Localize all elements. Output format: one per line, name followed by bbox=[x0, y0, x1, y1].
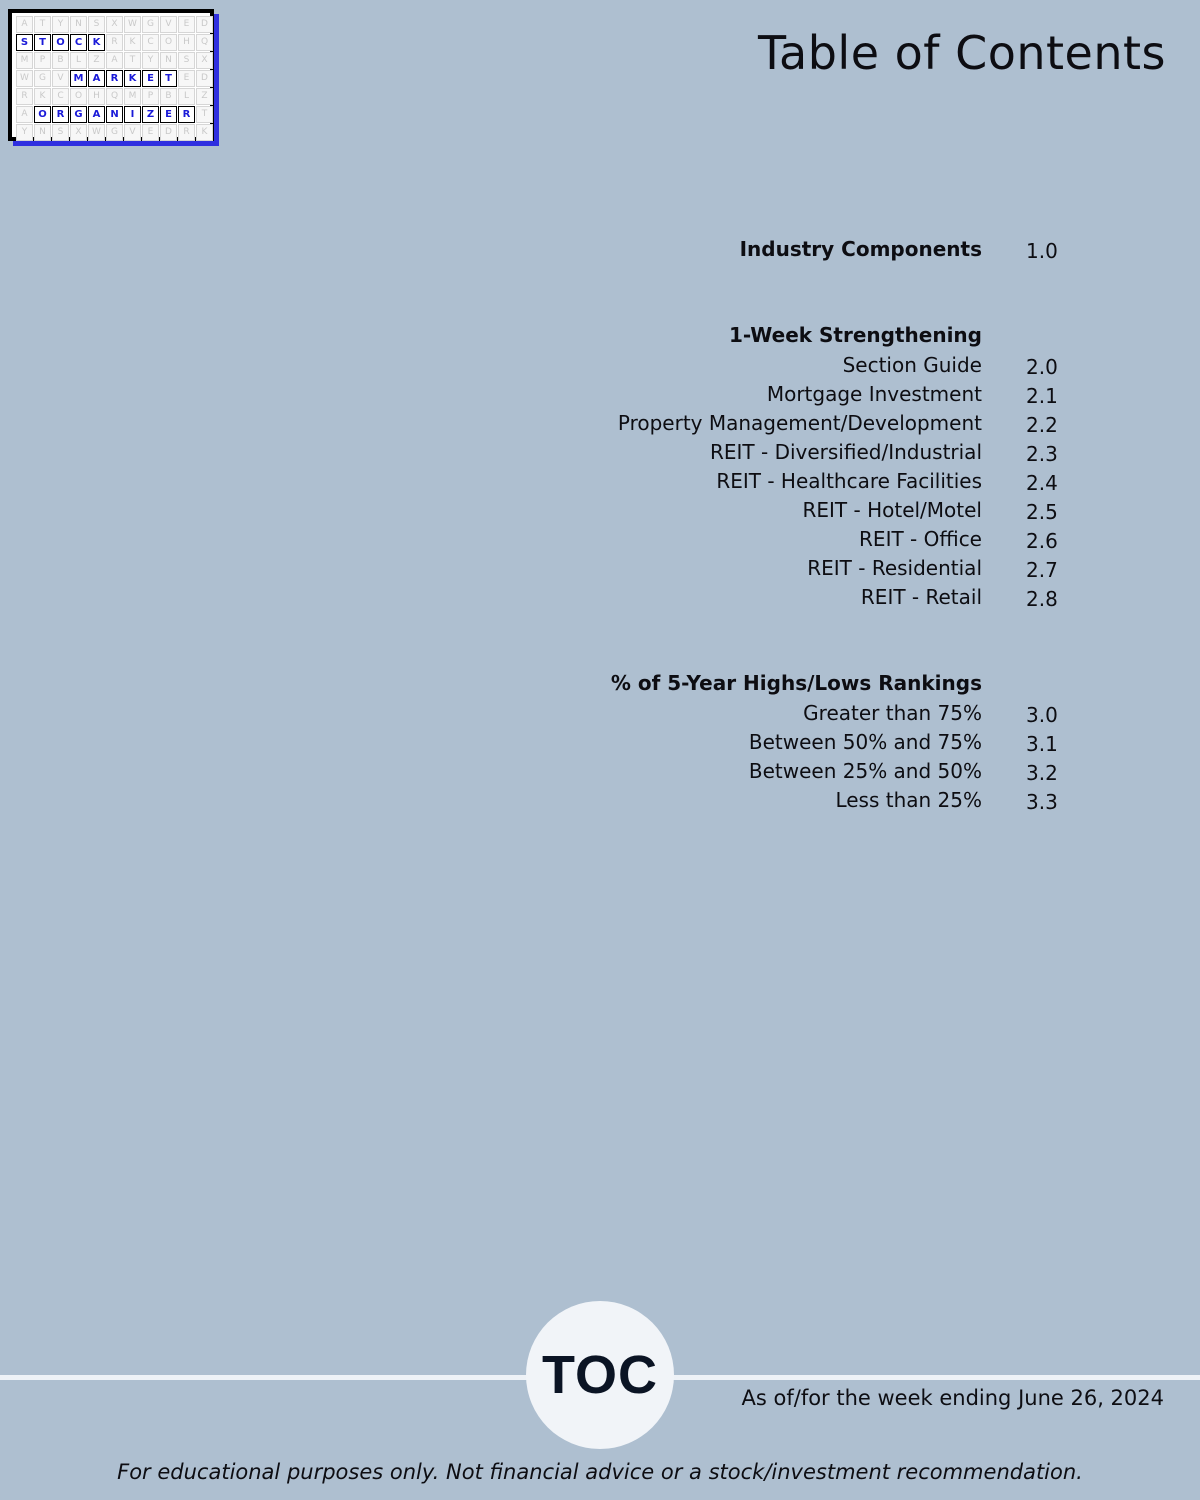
logo-filler-cell: M bbox=[16, 52, 33, 69]
toc-entry-label: Section Guide bbox=[842, 353, 982, 377]
logo-filler-cell: Y bbox=[52, 16, 69, 33]
logo-letter-cell: G bbox=[70, 106, 87, 123]
toc-entry bbox=[0, 527, 1200, 556]
toc-entry-label: REIT - Hotel/Motel bbox=[802, 498, 982, 522]
toc-entry-number: 2.2 bbox=[1026, 413, 1058, 437]
toc-entry bbox=[0, 701, 1200, 730]
toc-entry bbox=[0, 498, 1200, 527]
toc-badge-label: TOC bbox=[541, 1345, 658, 1405]
logo-filler-cell: N bbox=[34, 124, 51, 141]
toc-entry-number: 2.1 bbox=[1026, 384, 1058, 408]
toc-entry-label: REIT - Retail bbox=[860, 585, 982, 609]
toc-entry-number: 2.7 bbox=[1026, 558, 1058, 582]
logo-filler-cell: D bbox=[196, 16, 213, 33]
toc-entry-label: Mortgage Investment bbox=[766, 382, 982, 406]
logo-filler-cell: B bbox=[160, 88, 177, 105]
logo-letter-cell: R bbox=[178, 106, 195, 123]
toc-section-heading bbox=[0, 323, 1200, 352]
logo-filler-cell: D bbox=[160, 124, 177, 141]
as-of-date: As of/for the week ending June 26, 2024 bbox=[741, 1386, 1164, 1410]
logo-filler-cell: Q bbox=[196, 34, 213, 51]
toc-entry-label: Property Management/Development bbox=[617, 411, 982, 435]
toc-entry-label: Greater than 75% bbox=[803, 701, 982, 725]
logo-filler-cell: Y bbox=[16, 124, 33, 141]
logo-letter-cell: T bbox=[34, 34, 51, 51]
logo-filler-cell: W bbox=[88, 124, 105, 141]
logo-filler-cell: E bbox=[178, 70, 195, 87]
logo-filler-cell: L bbox=[178, 88, 195, 105]
toc-entry bbox=[0, 411, 1200, 440]
logo-filler-cell: P bbox=[34, 52, 51, 69]
toc-entry-label: Between 50% and 75% bbox=[748, 730, 982, 754]
logo-filler-cell: B bbox=[52, 52, 69, 69]
toc-entry-number: 2.4 bbox=[1026, 471, 1058, 495]
logo-letter-cell: T bbox=[160, 70, 177, 87]
logo-letter-cell: E bbox=[142, 70, 159, 87]
logo-letter-cell: I bbox=[124, 106, 141, 123]
toc-entry bbox=[0, 440, 1200, 469]
toc-entry bbox=[0, 759, 1200, 788]
logo-letter-cell: O bbox=[34, 106, 51, 123]
toc-section-heading bbox=[0, 237, 1200, 266]
toc-entry-number: 2.5 bbox=[1026, 500, 1058, 524]
toc-entry bbox=[0, 730, 1200, 759]
logo-filler-cell: N bbox=[160, 52, 177, 69]
logo-letter-cell: R bbox=[52, 106, 69, 123]
logo-letter-cell: A bbox=[88, 106, 105, 123]
logo-letter-cell: R bbox=[106, 70, 123, 87]
logo-filler-cell: Y bbox=[142, 52, 159, 69]
logo-filler-cell: Q bbox=[106, 88, 123, 105]
toc-entry-number: 3.1 bbox=[1026, 732, 1058, 756]
toc-entry-label: Less than 25% bbox=[835, 788, 982, 812]
toc-badge bbox=[526, 1301, 674, 1449]
logo-filler-cell: R bbox=[178, 124, 195, 141]
logo-letter-cell: M bbox=[70, 70, 87, 87]
toc-entry-label: Industry Components bbox=[739, 237, 982, 261]
logo-filler-cell: G bbox=[34, 70, 51, 87]
toc-entry bbox=[0, 469, 1200, 498]
toc-entry-number: 3.3 bbox=[1026, 790, 1058, 814]
logo-filler-cell: H bbox=[88, 88, 105, 105]
logo-filler-cell: G bbox=[106, 124, 123, 141]
toc-entry bbox=[0, 353, 1200, 382]
toc-entry bbox=[0, 585, 1200, 614]
logo-filler-cell: O bbox=[70, 88, 87, 105]
logo-letter-cell: N bbox=[106, 106, 123, 123]
toc-entry bbox=[0, 556, 1200, 585]
toc-entry-number: 2.3 bbox=[1026, 442, 1058, 466]
logo-filler-cell: P bbox=[142, 88, 159, 105]
logo-filler-cell: D bbox=[196, 70, 213, 87]
logo-filler-cell: S bbox=[88, 16, 105, 33]
toc-entry-number: 1.0 bbox=[1026, 239, 1058, 263]
toc-section-heading bbox=[0, 671, 1200, 700]
logo-filler-cell: N bbox=[70, 16, 87, 33]
logo-letter-cell: O bbox=[52, 34, 69, 51]
toc-entry-number: 2.0 bbox=[1026, 355, 1058, 379]
toc-entry-number: 2.6 bbox=[1026, 529, 1058, 553]
logo-filler-cell: K bbox=[34, 88, 51, 105]
logo-filler-cell: X bbox=[70, 124, 87, 141]
toc-entry-label: REIT - Office bbox=[859, 527, 982, 551]
logo-filler-cell: R bbox=[106, 34, 123, 51]
logo-letter-cell: E bbox=[160, 106, 177, 123]
toc-entry-label: 1-Week Strengthening bbox=[728, 323, 982, 347]
logo-filler-cell: T bbox=[124, 52, 141, 69]
logo-filler-cell: V bbox=[124, 124, 141, 141]
logo-filler-cell: X bbox=[106, 16, 123, 33]
logo-letter-cell: Z bbox=[142, 106, 159, 123]
toc-entry-label: Between 25% and 50% bbox=[748, 759, 982, 783]
logo-filler-cell: L bbox=[70, 52, 87, 69]
logo-filler-cell: K bbox=[196, 124, 213, 141]
toc-entry-label: % of 5-Year Highs/Lows Rankings bbox=[610, 671, 982, 695]
logo-filler-cell: S bbox=[178, 52, 195, 69]
logo-filler-cell: A bbox=[16, 106, 33, 123]
logo-filler-cell: T bbox=[196, 106, 213, 123]
logo-filler-cell: W bbox=[124, 16, 141, 33]
toc-entry-number: 2.8 bbox=[1026, 587, 1058, 611]
logo-filler-cell: A bbox=[16, 16, 33, 33]
logo-filler-cell: H bbox=[178, 34, 195, 51]
logo-filler-cell: T bbox=[34, 16, 51, 33]
disclaimer: For educational purposes only. Not financial advice or a stock/investment recommendation. bbox=[117, 1460, 1083, 1484]
toc-entry-label: REIT - Residential bbox=[807, 556, 982, 580]
logo-letter-cell: S bbox=[16, 34, 33, 51]
logo-letter-cell: C bbox=[70, 34, 87, 51]
toc-entry bbox=[0, 788, 1200, 817]
toc-entry-number: 3.0 bbox=[1026, 703, 1058, 727]
toc-entry-label: REIT - Healthcare Facilities bbox=[716, 469, 982, 493]
logo-filler-cell: G bbox=[142, 16, 159, 33]
logo-filler-cell: C bbox=[52, 88, 69, 105]
logo-filler-cell: A bbox=[106, 52, 123, 69]
logo-filler-cell: R bbox=[16, 88, 33, 105]
logo-filler-cell: V bbox=[52, 70, 69, 87]
logo-letter-cell: A bbox=[88, 70, 105, 87]
logo-filler-cell: K bbox=[124, 34, 141, 51]
toc-entry-number: 3.2 bbox=[1026, 761, 1058, 785]
logo-filler-cell: S bbox=[52, 124, 69, 141]
logo-filler-cell: W bbox=[16, 70, 33, 87]
logo-letter-cell: K bbox=[88, 34, 105, 51]
toc-entry-label: REIT - Diversified/Industrial bbox=[709, 440, 982, 464]
logo-filler-cell: E bbox=[178, 16, 195, 33]
page-title: Table of Contents bbox=[758, 26, 1166, 80]
logo-filler-cell: X bbox=[196, 52, 213, 69]
logo-filler-cell: M bbox=[124, 88, 141, 105]
logo-filler-cell: C bbox=[142, 34, 159, 51]
toc-entry bbox=[0, 382, 1200, 411]
logo-filler-cell: O bbox=[160, 34, 177, 51]
logo-filler-cell: Z bbox=[88, 52, 105, 69]
logo-filler-cell: Z bbox=[196, 88, 213, 105]
logo-letter-cell: K bbox=[124, 70, 141, 87]
logo-filler-cell: E bbox=[142, 124, 159, 141]
logo-filler-cell: V bbox=[160, 16, 177, 33]
